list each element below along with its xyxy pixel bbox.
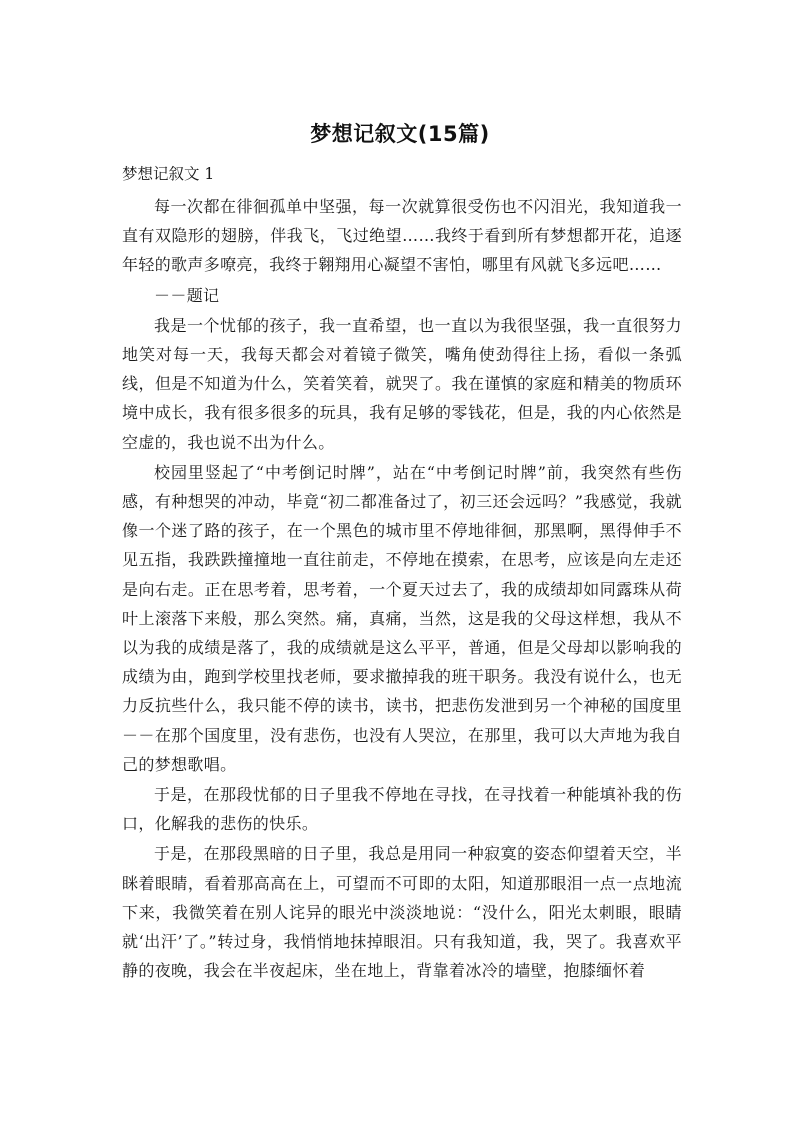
paragraph: 于是，在那段忧郁的日子里我不停地在寻找，在寻找着一种能填补我的伤口，化解我的悲伤的快乐。 [122,785,682,834]
article-body [122,192,682,985]
document-title: 梦想记叙文(15篇) [310,122,490,146]
paragraph: 于是，在那段黑暗的日子里，我总是用同一种寂寞的姿态仰望着天空，半眯着眼睛，看着那高高在上，可望而不可即的太阳，知道那眼泪一点一点地流下来，我微笑着在别人诧异的眼光中淡淡地说：“没什么，阳光太刺眼，眼睛就‘出汗’了。”转过身，我悄悄地抹掉眼泪。只有我知道，我，哭了。我喜欢平静的夜晚，我会在半夜起床，坐在地上，背靠着冰冷的墙壁，抱膝缅怀着 [122,844,682,981]
paragraph-epigraph-signature: －－题记 [154,285,220,305]
section-heading: 梦想记叙文 1 [122,165,215,183]
paragraph: 我是一个忧郁的孩子，我一直希望，也一直以为我很坚强，我一直很努力地笑对每一天，我每天都会对着镜子微笑，嘴角使劲得往上扬，看似一条弧线，但是不知道为什么，笑着笑着，就哭了。我在谨慎的家庭和精美的物质环境中成长，我有很多很多的玩具，我有足够的零钱花，但是，我的内心依然是空虚的，我也说不出为什么。 [122,315,682,452]
paragraph: 校园里竖起了“中考倒记时牌”，站在“中考倒记时牌”前，我突然有些伤感，有种想哭的冲动，毕竟“初二都准备过了，初三还会远吗？”我感觉，我就像一个迷了路的孩子，在一个黑色的城市里不停地徘徊，那黑啊，黑得伸手不见五指，我跌跌撞撞地一直往前走，不停地在摸索，在思考，应该是向左走还是向右走。正在思考着，思考着，一个夏天过去了，我的成绩却如同露珠从荷叶上滚落下来般，那么突然。痛，真痛，当然，这是我的父母这样想，我从不以为我的成绩是落了，我的成绩就是这么平平，普通，但是父母却以影响我的成绩为由，跑到学校里找老师，要求撤掉我的班干职务。我没有说什么，也无力反抗些什么，我只能不停的读书，读书，把悲伤发泄到另一个神秘的国度里－－在那个国度里，没有悲伤，也没有人哭泣，在那里，我可以大声地为我自己的梦想歌唱。 [122,462,682,774]
paragraph-epigraph: 每一次都在徘徊孤单中坚强，每一次就算很受伤也不闪泪光，我知道我一直有双隐形的翅膀，伴我飞，飞过绝望……我终于看到所有梦想都开花，追逐年轻的歌声多嘹亮，我终于翱翔用心凝望不害怕，哪里有风就飞多远吧…… [122,197,682,275]
